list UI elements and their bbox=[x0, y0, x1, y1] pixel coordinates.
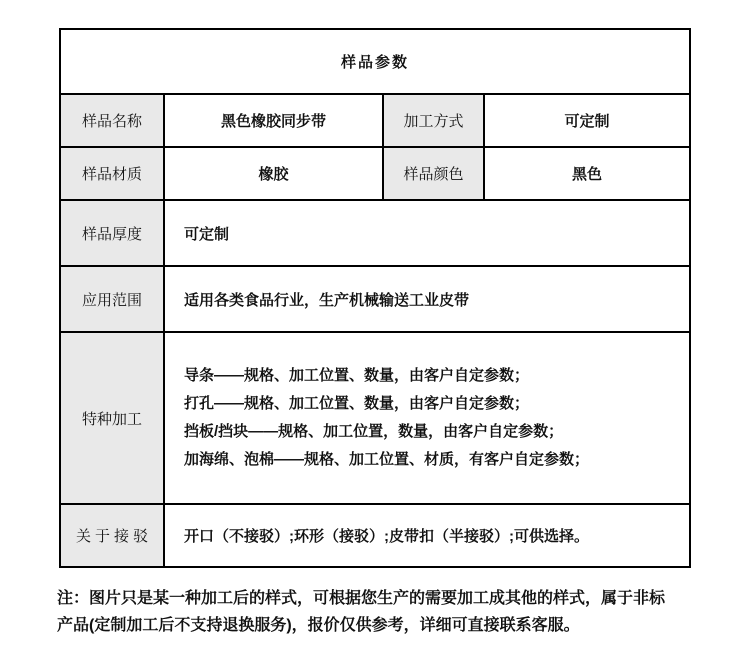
value-application-scope: 适用各类食品行业，生产机械输送工业皮带 bbox=[164, 266, 690, 332]
value-sample-name: 黑色橡胶同步带 bbox=[164, 94, 383, 147]
value-processing-method: 可定制 bbox=[484, 94, 690, 147]
footnote bbox=[57, 585, 705, 639]
value-sample-color: 黑色 bbox=[484, 147, 690, 200]
table-row bbox=[60, 504, 690, 567]
label-sample-thickness: 样品厚度 bbox=[60, 200, 164, 266]
about-splicing-label-text: 关于接驳 bbox=[75, 528, 152, 545]
label-sample-material: 样品材质 bbox=[60, 147, 164, 200]
label-application-scope: 应用范围 bbox=[60, 266, 164, 332]
special-processing-line: 加海绵、泡棉——规格、加工位置、材质，有客户自定参数； bbox=[184, 451, 590, 468]
special-processing-line: 挡板/挡块——规格、加工位置，数量，由客户自定参数； bbox=[184, 423, 564, 440]
footnote-line: 注：图片只是某一种加工后的样式，可根据您生产的需要加工成其他的样式，属于非标 bbox=[57, 590, 666, 607]
table-row bbox=[60, 200, 690, 266]
value-sample-material: 橡胶 bbox=[164, 147, 383, 200]
footnote-line: 产品(定制加工后不支持退换服务)，报价仅供参考，详细可直接联系客服。 bbox=[57, 617, 580, 634]
table-row-title bbox=[60, 29, 690, 94]
label-special-processing: 特种加工 bbox=[60, 332, 164, 504]
table-row bbox=[60, 147, 690, 200]
value-sample-thickness: 可定制 bbox=[164, 200, 690, 266]
label-sample-name: 样品名称 bbox=[60, 94, 164, 147]
table-row bbox=[60, 266, 690, 332]
label-processing-method: 加工方式 bbox=[383, 94, 484, 147]
table-row bbox=[60, 332, 690, 504]
special-processing-line: 导条——规格、加工位置、数量，由客户自定参数； bbox=[184, 367, 530, 384]
value-special-processing bbox=[164, 332, 690, 504]
table-row bbox=[60, 94, 690, 147]
special-processing-line: 打孔——规格、加工位置、数量，由客户自定参数； bbox=[184, 395, 530, 412]
label-sample-color: 样品颜色 bbox=[383, 147, 484, 200]
sample-parameters-table bbox=[59, 28, 691, 568]
label-about-splicing bbox=[60, 504, 164, 567]
table-title: 样品参数 bbox=[60, 29, 690, 94]
value-about-splicing: 开口（不接驳）;环形（接驳）;皮带扣（半接驳）;可供选择。 bbox=[164, 504, 690, 567]
